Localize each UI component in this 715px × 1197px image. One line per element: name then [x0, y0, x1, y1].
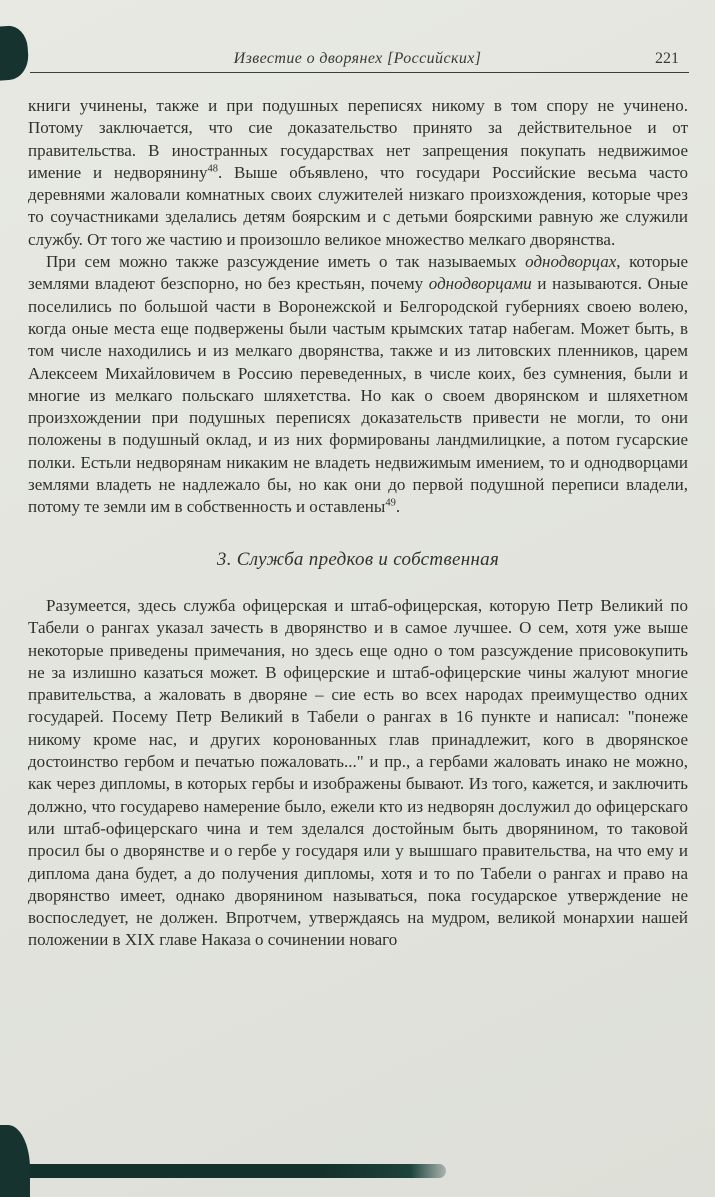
page-number: 221	[655, 50, 679, 67]
paragraph-1-text-cont: . Выше объявлено, что государи Российские весьма часто деревнями жаловали комнатных своих служителей низкаго произхождения, которые чрез то соучастниками зделались детям боярским и с детьми боярскими равную же служили службу. От того же частию и произошло великое множество мелкаго дворянства.	[28, 162, 688, 249]
paragraph-1	[28, 95, 688, 251]
paragraph-2-text-cont-1: , которые землями владеют безспорно, но без крестьян, почему	[28, 252, 688, 294]
paragraph-2-text-cont-2: и называются. Оные поселились по большой части в Воронежской и Белгородской губерниях своею волею, когда оные места еще подвержены были частым крымских татар набегам. Может быть, в том числе находились и из мелкаго дворянства, также и из литовских пленников, царем Алексеем Михайловичем в Россию переведенных, в числе коих, без сумнения, были и многие из мелкаго польскаго шляхетства. Но как о своем дворянском и шляхетном произхождении при подушных переписях доказательств привести не могли, то они положены в подушный оклад, и из них формированы ландмилицкие, а потом гусарские полки. Естьли недворянам никаким не владеть недвижимым имением, то и однодворцами землями владеть не надлежало бы, но как они до первой подушной переписи владели, потому те земли им в собственность и оставлены	[28, 274, 689, 517]
paragraph-2-italic-term-2: однодворцами	[428, 274, 532, 294]
paragraph-2-text-end: .	[395, 497, 401, 517]
paragraph-2	[28, 251, 688, 519]
running-title: Известие о дворянех [Российских]	[233, 50, 482, 67]
footnote-ref-49: 49	[385, 497, 396, 509]
section-heading: 3. Служба предков и собственная	[216, 548, 500, 570]
paragraph-1-text: книги учинены, также и при подушных переписях никому в том спору не учинено. Потому заключается, что сие доказательство принято за действительное и от правительства. В иностранных государствах нет запрещения покупать недвижимое имение и недворянину	[28, 96, 688, 182]
page-body	[0, 73, 715, 952]
scan-artifact-bottom-corner	[0, 1125, 30, 1197]
paragraph-3: Разумеется, здесь служба офицерская и штаб-офицерская, которую Петр Великий по Табели о рангах указал зачесть в дворянство и в самое лучшее. О сем, хотя уже выше некоторые приведены примечания, но здесь еще одно о том разсуждение присовокупить не за излишно казаться может. В офицерские и штаб-офицерские чины жалуют многие правительства, а жаловать в дворяне – сие есть во всех народах преимущество одних государей. Посему Петр Великий в Табели о рангах в 16 пункте и написал: "понеже никому кроме нас, и других коронованных глав принадлежит, кого в дворянское достоинство гербом и печатью пожаловать..." и пр., а гербами жаловать инако не можно, как через дипломы, в которых гербы и изображены бывают. Из того, кажется, и заключить должно, что государево намерение было, ежели кто из недворян дослужил до офицерскаго или штаб-офицерскаго чина и тем зделался достойным быть дворянином, то таковой просил бы о дворянстве и о гербе у государя или у вышшаго правительства, на что ему и диплома дана будет, а до получения дипломы, хотя и то по Табели о рангах и право на дворянство имеет, однако дворянином называться, пока государское утверждение не воспоследует, не должен. Впротчем, утверждаясь на мудром, великой монархии нашей положении в XIX главе Наказа о сочинении новаго	[28, 595, 688, 950]
paragraph-2-text: При сем можно также разсуждение иметь о так называемых	[46, 252, 526, 272]
footnote-ref-48: 48	[207, 163, 218, 175]
page-header	[0, 0, 715, 72]
paragraph-2-italic-term: однодворцах	[525, 252, 617, 272]
scan-artifact-bottom-strip	[0, 1164, 446, 1178]
